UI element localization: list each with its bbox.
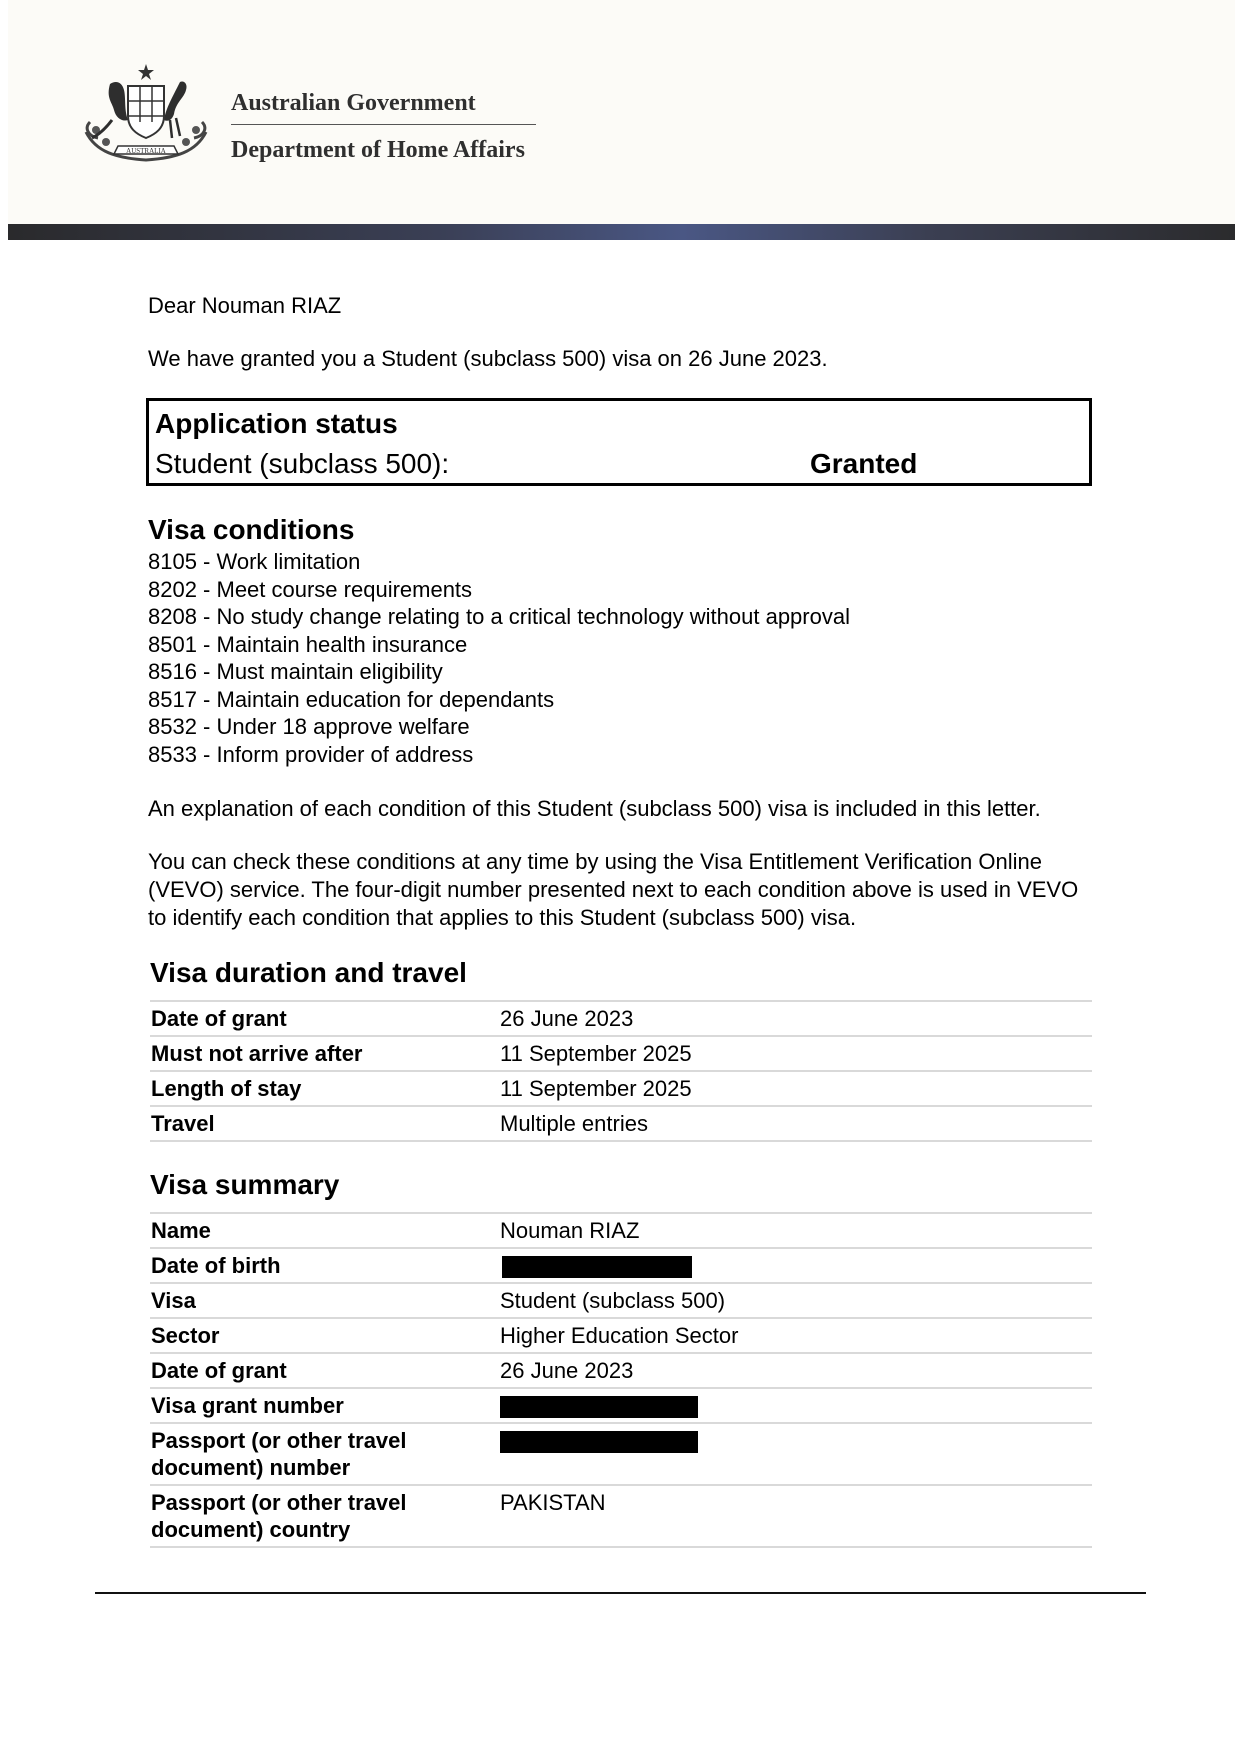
letterhead-color-strip xyxy=(8,224,1235,240)
row-value: Student (subclass 500) xyxy=(500,1283,1092,1318)
row-value: PAKISTAN xyxy=(500,1485,1092,1547)
visa-conditions-list xyxy=(148,548,850,768)
table-row xyxy=(150,1388,1092,1423)
table-row xyxy=(150,1353,1092,1388)
status-visa-label: Student (subclass 500): xyxy=(155,448,450,479)
visa-conditions-title: Visa conditions xyxy=(148,514,355,545)
department-logo xyxy=(231,86,536,167)
condition-item: 8517 - Maintain education for dependants xyxy=(148,686,555,712)
grant-sentence: We have granted you a Student (subclass 500) visa on 26 June 2023. xyxy=(148,346,828,371)
department-name: Department of Home Affairs xyxy=(231,137,525,163)
conditions-explanation: An explanation of each condition of this Student (subclass 500) visa is included in this letter. xyxy=(148,796,1041,821)
condition-item: 8501 - Maintain health insurance xyxy=(148,631,468,657)
visa-duration-title: Visa duration and travel xyxy=(150,957,467,988)
condition-item: 8516 - Must maintain eligibility xyxy=(148,659,443,684)
visa-duration-table xyxy=(150,1000,1092,1142)
salutation: Dear Nouman RIAZ xyxy=(148,293,342,318)
condition-item: 8532 - Under 18 approve welfare xyxy=(148,714,470,739)
row-value: 26 June 2023 xyxy=(500,1001,1092,1036)
crest-banner-text: AUSTRALIA xyxy=(126,147,166,155)
row-value: 26 June 2023 xyxy=(500,1353,1092,1388)
application-status-title: Application status xyxy=(155,408,398,439)
condition-item: 8202 - Meet course requirements xyxy=(148,576,473,602)
row-key: Passport (or other travel document) number xyxy=(150,1423,500,1485)
row-key: Travel xyxy=(150,1106,500,1141)
row-key: Name xyxy=(150,1213,500,1248)
condition-item: 8208 - No study change relating to a critical technology without approval xyxy=(148,604,850,629)
application-status-box xyxy=(146,398,1092,486)
table-row xyxy=(150,1485,1092,1547)
redacted-visa-grant-number xyxy=(500,1396,698,1418)
row-key: Visa grant number xyxy=(150,1388,500,1423)
table-row xyxy=(150,1248,1092,1283)
row-value: Nouman RIAZ xyxy=(500,1213,1092,1248)
table-row xyxy=(150,1423,1092,1485)
visa-summary-title: Visa summary xyxy=(150,1169,340,1200)
status-value: Granted xyxy=(810,448,918,479)
table-row xyxy=(150,1036,1092,1071)
row-key: Length of stay xyxy=(150,1071,500,1106)
condition-item: 8533 - Inform provider of address xyxy=(148,741,474,767)
row-key: Date of grant xyxy=(150,1001,500,1036)
row-value xyxy=(500,1248,1092,1283)
row-key: Visa xyxy=(150,1283,500,1318)
row-value: 11 September 2025 xyxy=(500,1071,1092,1106)
row-value: Multiple entries xyxy=(500,1106,1092,1141)
footer-divider xyxy=(95,1592,1146,1594)
row-key: Must not arrive after xyxy=(150,1036,500,1071)
redacted-passport-number xyxy=(500,1431,698,1453)
row-value: Higher Education Sector xyxy=(500,1318,1092,1353)
row-key: Date of grant xyxy=(150,1353,500,1388)
government-name: Australian Government xyxy=(231,90,476,116)
row-key: Date of birth xyxy=(150,1248,500,1283)
table-row xyxy=(150,1106,1092,1141)
table-row xyxy=(150,1071,1092,1106)
australian-coat-of-arms-icon xyxy=(76,62,216,170)
table-row xyxy=(150,1318,1092,1353)
redacted-date-of-birth xyxy=(502,1256,692,1278)
table-row xyxy=(150,1213,1092,1248)
table-row xyxy=(150,1001,1092,1036)
row-value: 11 September 2025 xyxy=(500,1036,1092,1071)
condition-item: 8105 - Work limitation xyxy=(148,549,361,574)
row-key: Sector xyxy=(150,1318,500,1353)
logo-divider xyxy=(231,124,536,125)
row-value xyxy=(500,1423,1092,1485)
row-value xyxy=(500,1388,1092,1423)
vevo-paragraph: You can check these conditions at any time by using the Visa Entitlement Verification Online (VEVO) service. The four-digit number presented next to each condition above is used in VEVO to identify each condition that applies to this Student (subclass 500) visa. xyxy=(148,849,1079,930)
visa-summary-table xyxy=(150,1212,1092,1548)
row-key: Passport (or other travel document) country xyxy=(150,1485,500,1547)
table-row xyxy=(150,1283,1092,1318)
